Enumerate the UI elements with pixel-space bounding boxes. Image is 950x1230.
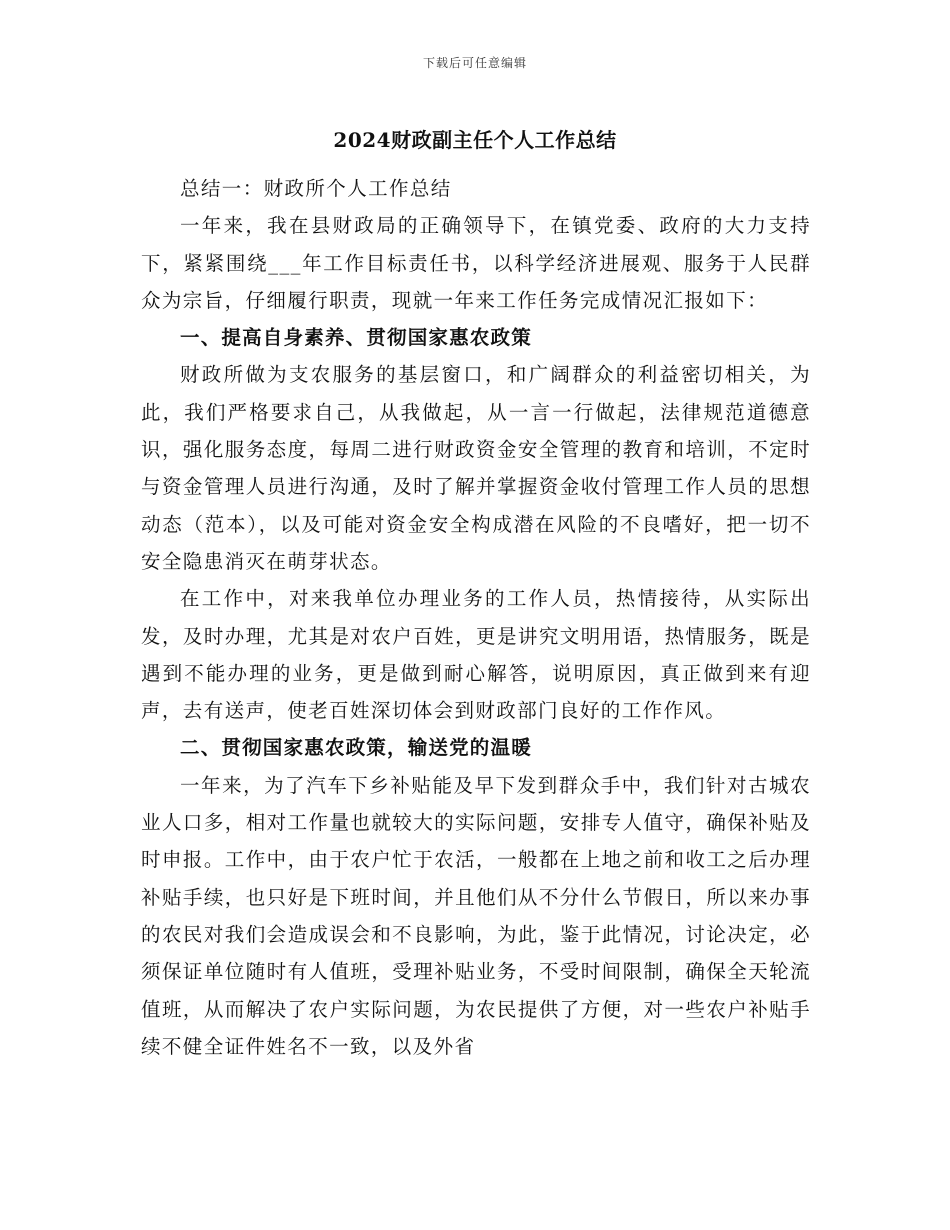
paragraph-section1-a: 财政所做为支农服务的基层窗口，和广阔群众的利益密切相关，为此，我们严格要求自己，从我做起，从一言一行做起，法律规范道德意识，强化服务态度，每周二进行财政资金安全管理的教育和培训，不定时与资金管理人员进行沟通，及时了解并掌握资金收付管理工作人员的思想动态（范本），以及可能对资金安全构成潜在风险的不良嗜好，把一切不安全隐患消灭在萌芽状态。: [141, 363, 811, 573]
paragraph-section2-a: 一年来，为了汽车下乡补贴能及早下发到群众手中，我们针对古城农业人口多，相对工作量也就较大的实际问题，安排专人值守，确保补贴及时申报。工作中，由于农户忙于农活，一般都在上地之前和收工之后办理补贴手续，也只好是下班时间，并且他们从不分什么节假日，所以来办事的农民对我们会造成误会和不良影响，为此，鉴于此情况，讨论决定，必须保证单位随时有人值班，受理补贴业务，不受时间限制，确保全天轮流值班，从而解决了农户实际问题，为农民提供了方便，对一些农户补贴手续不健全证件姓名不一致，以及外省: [141, 773, 811, 1058]
paragraph-section1-b: 在工作中，对来我单位办理业务的工作人员，热情接待，从实际出发，及时办理，尤其是对农户百姓，更是讲究文明用语，热情服务，既是遇到不能办理的业务，更是做到耐心解答，说明原因，真正做到来有迎声，去有送声，使老百姓深切体会到财政部门良好的工作作风。: [141, 587, 811, 723]
header-note: 下载后可任意编辑: [422, 56, 527, 70]
document-body: [141, 170, 811, 1065]
paragraph-subtitle: 总结一：财政所个人工作总结: [180, 177, 452, 200]
paragraph-intro: 一年来，我在县财政局的正确领导下，在镇党委、政府的大力支持下，紧紧围绕___年工作目标责任书，以科学经济进展观、服务于人民群众为宗旨，仔细履行职责，现就一年来工作任务完成情况汇报如下：: [141, 214, 811, 312]
section-heading-1: 一、提高自身素养、贯彻国家惠农政策: [180, 326, 532, 350]
document-title: 2024财政副主任个人工作总结: [333, 128, 617, 152]
section-heading-2: 二、贯彻国家惠农政策，输送党的温暖: [180, 736, 532, 760]
